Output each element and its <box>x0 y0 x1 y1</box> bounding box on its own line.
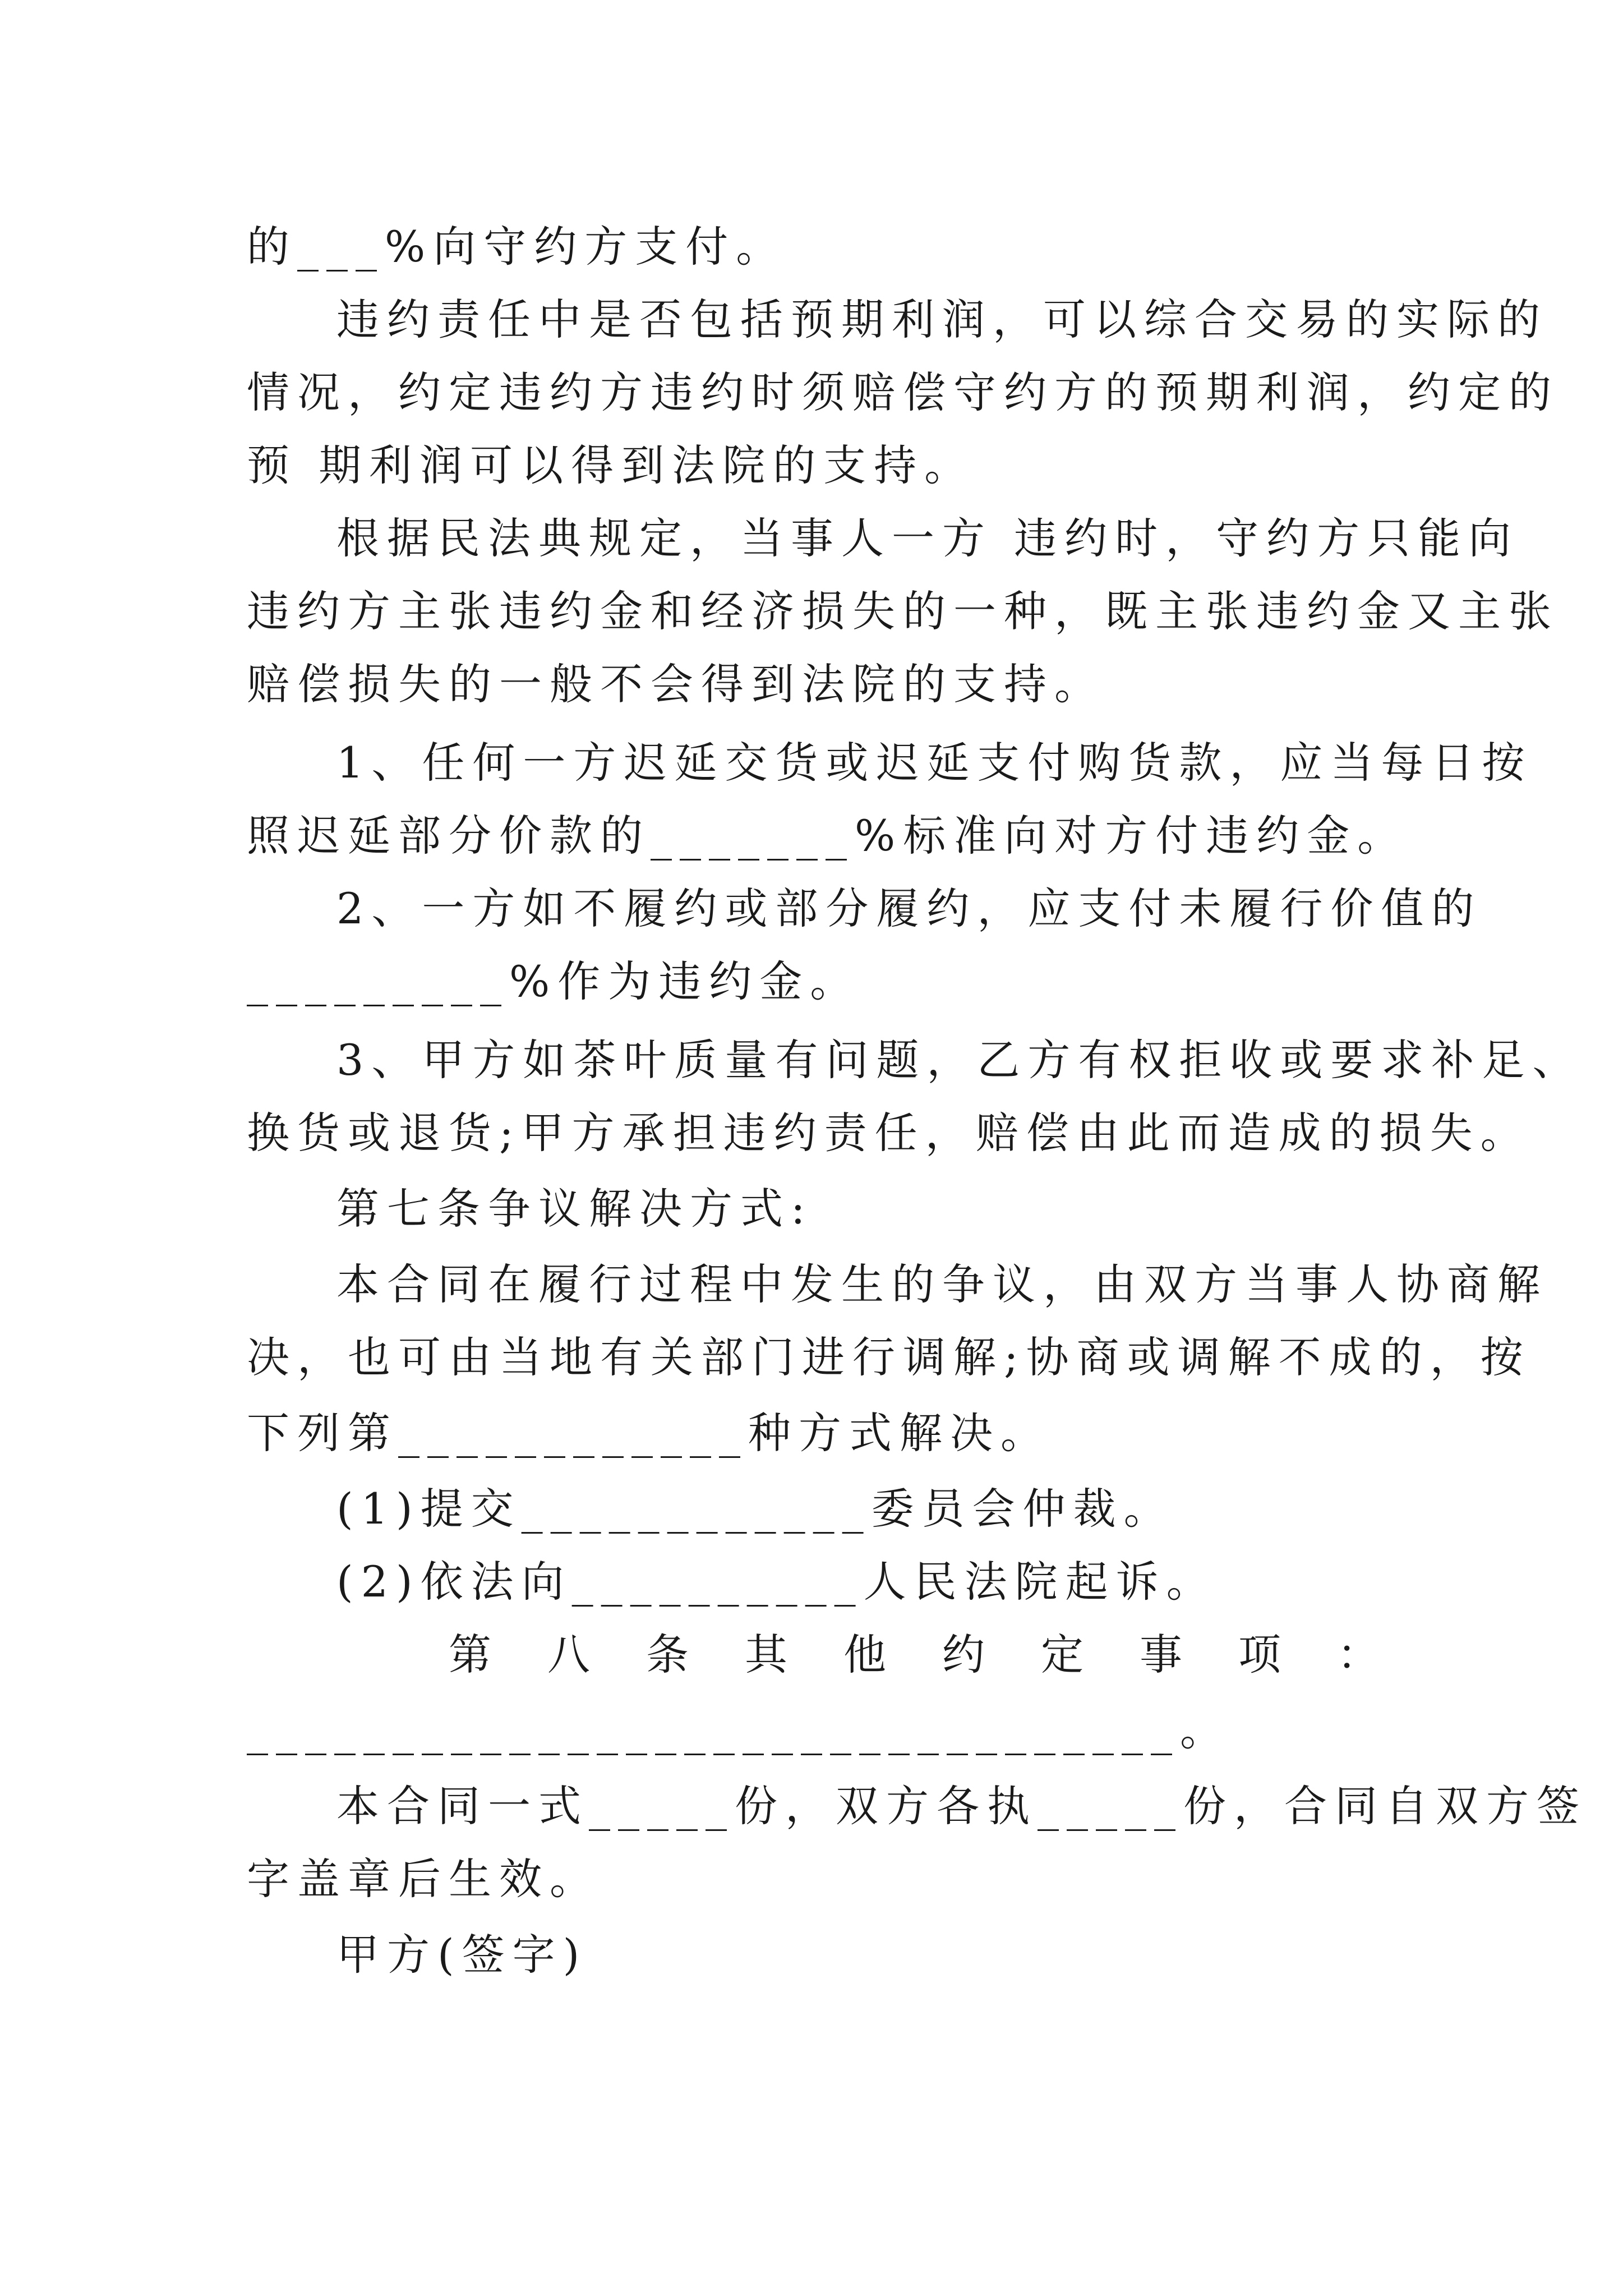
section-heading: 第七条争议解决方式: <box>336 1184 813 1234</box>
article8-char: ： <box>1337 1630 1380 1680</box>
article8-char: 他 <box>843 1630 886 1680</box>
article8-char: 条 <box>646 1630 689 1680</box>
article8-heading <box>247 1624 1380 1686</box>
text-line: 根据民法典规定，当事人一方 违约时，守约方只能向 <box>336 513 1519 563</box>
text-line: (1)提交____________委员会仲裁。 <box>336 1484 1174 1534</box>
text-line: (2)依法向__________人民法院起诉。 <box>336 1557 1217 1607</box>
article8-char: 事 <box>1140 1630 1182 1680</box>
text-line: 照迟延部分价款的_______%标准向对方付违约金。 <box>247 811 1408 861</box>
text-line: 本合同在履行过程中发生的争议，由双方当事人协商解 <box>336 1259 1548 1309</box>
text-line: 赔偿损失的一般不会得到法院的支持。 <box>247 659 1105 709</box>
text-line: 违约责任中是否包括预期利润，可以综合交易的实际的 <box>336 295 1548 344</box>
article8-char: 项 <box>1238 1630 1281 1680</box>
article8-char: 八 <box>547 1630 590 1680</box>
text-line: 换货或退货;甲方承担违约责任，赔偿由此而造成的损失。 <box>247 1108 1531 1158</box>
signature-label: 甲方(签字) <box>336 1930 588 1980</box>
text-line: _________%作为违约金。 <box>247 956 861 1006</box>
article8-char: 第 <box>449 1630 491 1680</box>
text-line: 违约方主张违约金和经济损失的一种，既主张违约金又主张 <box>247 586 1559 636</box>
text-line: 本合同一式_____份，双方各执_____份，合同自双方签 <box>336 1781 1587 1831</box>
article8-char: 其 <box>745 1630 787 1680</box>
text-line: 1、任何一方迟延交货或迟延支付购货款，应当每日按 <box>336 738 1533 788</box>
text-line: ________________________________。 <box>247 1705 1230 1755</box>
article8-char: 约 <box>942 1630 985 1680</box>
article8-char: 定 <box>1041 1630 1083 1680</box>
text-line: 预 期利润可以得到法院的支持。 <box>247 440 975 490</box>
text-line: 3、甲方如茶叶质量有问题，乙方有权拒收或要求补足、 <box>336 1035 1583 1085</box>
text-line: 字盖章后生效。 <box>247 1854 600 1904</box>
text-line: 2、一方如不履约或部分履约，应支付未履行价值的 <box>336 884 1482 933</box>
text-line: 下列第____________种方式解决。 <box>247 1408 1051 1458</box>
text-line: 决，也可由当地有关部门进行调解;协商或调解不成的，按 <box>247 1332 1531 1382</box>
text-line: 的___%向守约方支付。 <box>247 222 787 272</box>
text-line: 情况，约定违约方违约时须赔偿守约方的预期利润，约定的 <box>247 367 1559 417</box>
